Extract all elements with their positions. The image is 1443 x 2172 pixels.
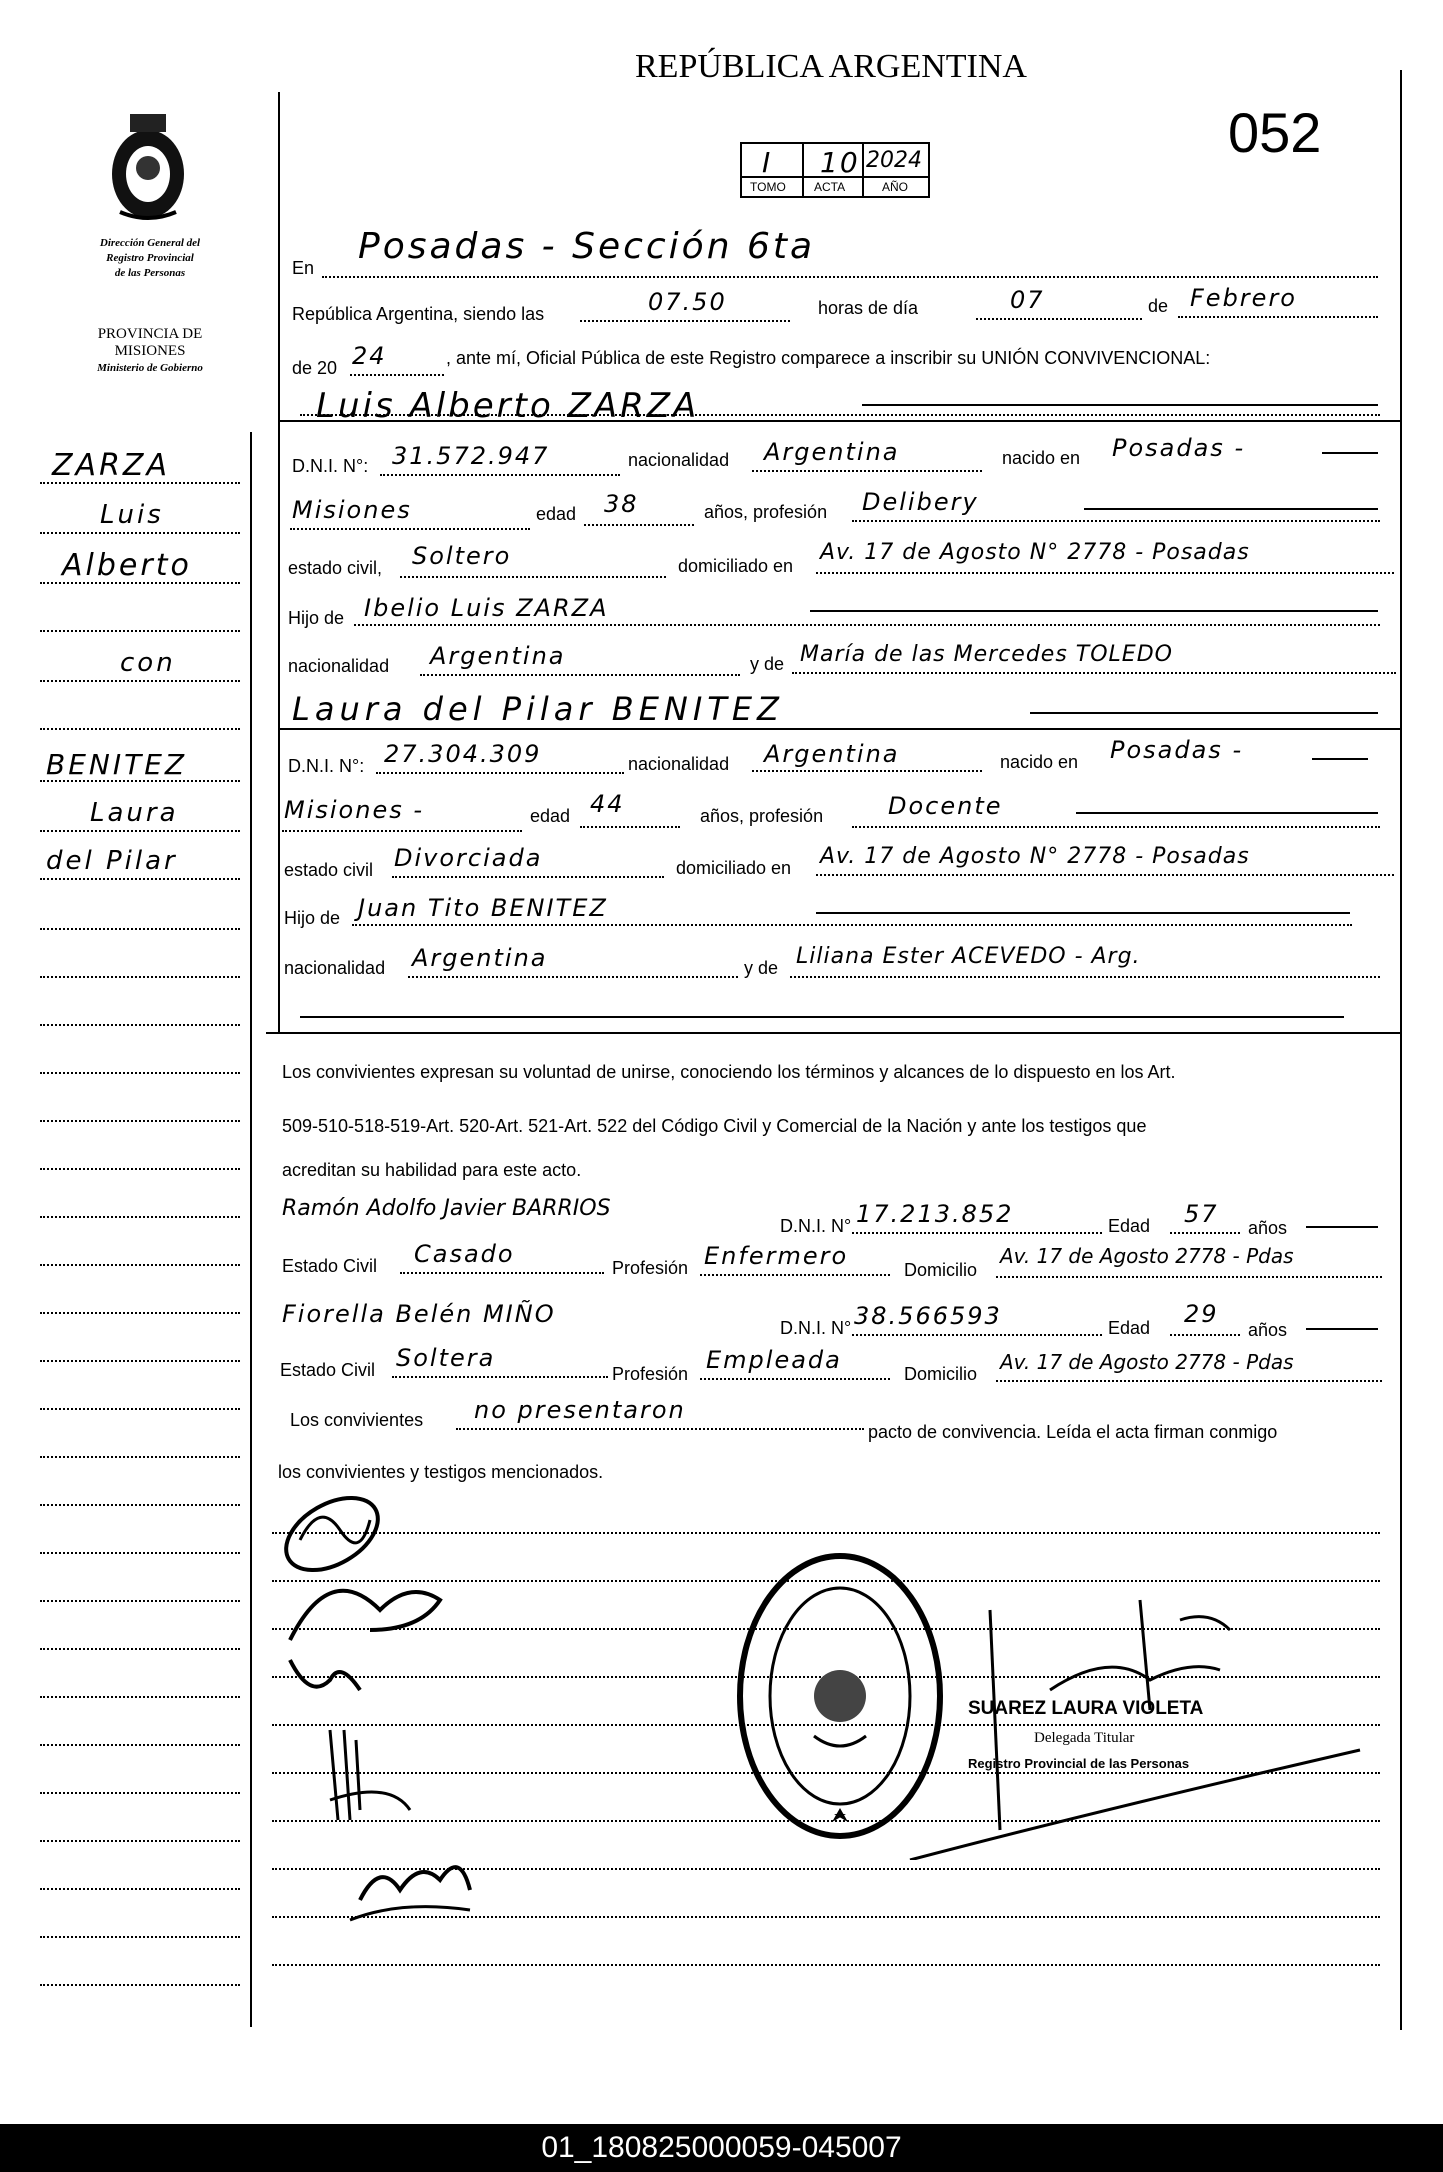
p2-father-nat: Argentina bbox=[412, 944, 548, 972]
margin-line bbox=[40, 1744, 240, 1746]
intro-day: 07 bbox=[1010, 286, 1045, 314]
p2-father-nat-label: nacionalidad bbox=[284, 958, 386, 978]
w2-profesion-label: Profesión bbox=[612, 1364, 689, 1384]
w1-anios-label: años bbox=[1248, 1218, 1288, 1238]
p2-mother: Liliana Ester ACEVEDO - Arg. bbox=[796, 944, 1141, 969]
margin-line bbox=[40, 1072, 240, 1074]
margin-line bbox=[40, 830, 240, 832]
margin-line bbox=[40, 1456, 240, 1458]
coat-of-arms-icon bbox=[100, 112, 196, 224]
officer-name: SUAREZ LAURA VIOLETA bbox=[968, 1698, 1204, 1719]
margin-note-luis: Luis bbox=[100, 500, 164, 530]
w2-dni-line bbox=[852, 1334, 1102, 1336]
p2-prof-line bbox=[1076, 812, 1378, 814]
w1-edad-label: Edad bbox=[1108, 1216, 1151, 1236]
p2-mother-line bbox=[790, 976, 1380, 978]
margin-line bbox=[40, 928, 240, 930]
p2-civil-status: Divorciada bbox=[394, 844, 543, 872]
margin-line bbox=[40, 1168, 240, 1170]
person1-full-name: Luis Alberto ZARZA bbox=[316, 386, 700, 426]
w1-age-line bbox=[1170, 1232, 1240, 1234]
p2-domicilio-label: domiciliado en bbox=[676, 858, 792, 878]
anio-label: AÑO bbox=[882, 180, 909, 194]
margin-line bbox=[40, 1696, 240, 1698]
province-line2: MISIONES bbox=[114, 343, 186, 359]
intro-place: Posadas - Sección 6ta bbox=[358, 226, 816, 267]
acta-value: 10 bbox=[820, 146, 860, 179]
sig-line bbox=[272, 1964, 1380, 1966]
p2-dni: 27.304.309 bbox=[384, 740, 542, 768]
w1-prof-line bbox=[700, 1274, 890, 1276]
w2-dni-label: D.N.I. N° bbox=[780, 1318, 852, 1338]
p1-father-line bbox=[810, 610, 1378, 612]
margin-line bbox=[40, 680, 240, 682]
de-label: de bbox=[1148, 296, 1169, 316]
margin-note-benitez: BENITEZ bbox=[46, 748, 188, 781]
p2-nac-line bbox=[752, 770, 982, 772]
p2-father-dots bbox=[352, 924, 1352, 926]
full-name-line-2 bbox=[1030, 712, 1378, 714]
p1-edad-label: edad bbox=[536, 504, 577, 524]
w1-dni: 17.213.852 bbox=[856, 1200, 1014, 1228]
p1-address-line bbox=[816, 572, 1394, 574]
p1-civil-line bbox=[400, 576, 666, 578]
margin-line bbox=[40, 1600, 240, 1602]
p2-nacionalidad: Argentina bbox=[764, 740, 900, 768]
tomo-label: TOMO bbox=[750, 180, 786, 194]
w2-civil-status: Soltera bbox=[396, 1344, 496, 1372]
w1-age: 57 bbox=[1184, 1200, 1219, 1228]
p2-hijo-label: Hijo de bbox=[284, 908, 341, 928]
margin-line bbox=[40, 976, 240, 978]
form-left-border bbox=[278, 92, 280, 1032]
p1-birthplace: Posadas - bbox=[1112, 434, 1246, 462]
p2-estado-label: estado civil bbox=[284, 860, 374, 880]
w2-prof-line bbox=[700, 1378, 890, 1380]
closing-prefix: Los convivientes bbox=[290, 1410, 424, 1430]
officer-office: Registro Provincial de las Personas bbox=[968, 1756, 1190, 1771]
w2-domicilio-label: Domicilio bbox=[904, 1364, 978, 1384]
p2-birthplace: Posadas - bbox=[1110, 736, 1244, 764]
margin-line bbox=[40, 1888, 240, 1890]
p2-age-line bbox=[580, 826, 680, 828]
margin-line bbox=[40, 1408, 240, 1410]
w1-civil-line bbox=[400, 1272, 604, 1274]
declaration-line1: Los convivientes expresan su voluntad de unirse, conociendo los términos y alcances de lo dispuesto en los Art. bbox=[282, 1062, 1176, 1082]
p1-father-nat-line bbox=[420, 674, 740, 676]
margin-line bbox=[40, 1360, 240, 1362]
en-label: En bbox=[292, 258, 315, 278]
closing-value: no presentaron bbox=[474, 1396, 686, 1424]
left-margin-line bbox=[250, 432, 252, 2027]
intro-month: Febrero bbox=[1190, 284, 1297, 312]
p1-father: Ibelio Luis ZARZA bbox=[364, 594, 609, 622]
margin-line bbox=[40, 1264, 240, 1266]
section-divider-2 bbox=[278, 728, 1400, 730]
p1-bp2-line bbox=[290, 528, 530, 530]
p2-profession: Docente bbox=[888, 792, 1003, 820]
p2-dni-line bbox=[376, 772, 624, 774]
margin-line bbox=[40, 1024, 240, 1026]
p2-bp2-line bbox=[282, 830, 522, 832]
p1-father-dots bbox=[354, 624, 1380, 626]
p2-civil-line bbox=[392, 876, 664, 878]
p1-nacionalidad-label: nacionalidad bbox=[628, 450, 730, 470]
w1-profession: Enfermero bbox=[704, 1242, 849, 1270]
w2-name: Fiorella Belén MIÑO bbox=[282, 1300, 556, 1328]
agency-line3: de las Personas bbox=[114, 267, 186, 279]
margin-line bbox=[40, 1216, 240, 1218]
year-line bbox=[350, 374, 444, 376]
margin-line bbox=[40, 482, 240, 484]
section-divider-3 bbox=[266, 1032, 1400, 1034]
w2-address: Av. 17 de Agosto 2778 - Pdas bbox=[1000, 1350, 1294, 1374]
w1-domicilio-label: Domicilio bbox=[904, 1260, 978, 1280]
full-name-line-1 bbox=[862, 404, 1378, 406]
w1-anios-line bbox=[1306, 1226, 1378, 1228]
margin-line bbox=[40, 728, 240, 730]
p2-y-de-label: y de bbox=[744, 958, 779, 978]
p1-prof-dots bbox=[852, 520, 1380, 522]
p1-dni: 31.572.947 bbox=[392, 442, 550, 470]
p1-father-nat-label: nacionalidad bbox=[288, 656, 390, 676]
p1-birthplace-line bbox=[1322, 452, 1378, 454]
p1-y-de-label: y de bbox=[750, 654, 785, 674]
margin-line bbox=[40, 1792, 240, 1794]
margin-line bbox=[40, 582, 240, 584]
margin-line bbox=[40, 1120, 240, 1122]
w1-address-line bbox=[996, 1276, 1382, 1278]
margin-line bbox=[40, 1552, 240, 1554]
agency-line1: Dirección General del bbox=[99, 237, 201, 249]
p1-domicilio-label: domiciliado en bbox=[678, 556, 794, 576]
p2-prof-dots bbox=[852, 826, 1380, 828]
hour-line bbox=[580, 320, 790, 322]
p2-father-line bbox=[816, 912, 1350, 914]
margin-note-del-pilar: del Pilar bbox=[46, 846, 178, 876]
p1-age-line bbox=[584, 524, 694, 526]
p2-age: 44 bbox=[590, 790, 625, 818]
p2-address: Av. 17 de Agosto N° 2778 - Posadas bbox=[820, 844, 1250, 869]
province-line1: PROVINCIA DE bbox=[97, 326, 203, 342]
p1-dni-label: D.N.I. N°: bbox=[292, 456, 369, 476]
tomo-acta-box bbox=[740, 142, 930, 198]
p1-prof-line bbox=[1084, 508, 1378, 510]
p1-anios-label: años, profesión bbox=[704, 502, 828, 522]
margin-note-laura: Laura bbox=[90, 798, 179, 828]
p2-father: Juan Tito BENITEZ bbox=[358, 894, 608, 922]
p2-extra-line bbox=[300, 1016, 1344, 1018]
p2-birthplace-line bbox=[1312, 758, 1368, 760]
margin-line bbox=[40, 1312, 240, 1314]
margin-line bbox=[40, 532, 240, 534]
tomo-value: I bbox=[762, 146, 773, 179]
w2-anios-label: años bbox=[1248, 1320, 1288, 1340]
intro-hour: 07.50 bbox=[648, 288, 727, 316]
acta-label: ACTA bbox=[814, 180, 846, 194]
person2-full-name: Laura del Pilar BENITEZ bbox=[292, 690, 784, 728]
p1-address: Av. 17 de Agosto N° 2778 - Posadas bbox=[820, 540, 1250, 565]
page-title: REPÚBLICA ARGENTINA bbox=[635, 48, 1027, 85]
p1-mother-line bbox=[792, 672, 1396, 674]
w1-estado-label: Estado Civil bbox=[282, 1256, 378, 1276]
w2-age-line bbox=[1170, 1334, 1240, 1336]
p2-nacido-label: nacido en bbox=[1000, 752, 1079, 772]
margin-line bbox=[40, 878, 240, 880]
w1-name: Ramón Adolfo Javier BARRIOS bbox=[282, 1196, 611, 1221]
margin-line bbox=[40, 1984, 240, 1986]
closing-line2: los convivientes y testigos mencionados. bbox=[278, 1462, 604, 1482]
horas-label: horas de día bbox=[818, 298, 919, 318]
w1-dni-line bbox=[852, 1232, 1102, 1234]
republica-text: República Argentina, siendo las bbox=[292, 304, 545, 324]
intro-statement: , ante mí, Oficial Pública de este Registro comparece a inscribir su UNIÓN CONVIVENCIONAL: bbox=[446, 348, 1211, 368]
p1-nac-line bbox=[752, 470, 982, 472]
p1-age: 38 bbox=[604, 490, 639, 518]
acta-number: 052 bbox=[1228, 101, 1322, 164]
p1-nacionalidad: Argentina bbox=[764, 438, 900, 466]
w2-estado-label: Estado Civil bbox=[280, 1360, 376, 1380]
w2-edad-label: Edad bbox=[1108, 1318, 1151, 1338]
year-prefix: de 20 bbox=[292, 358, 338, 378]
province-block bbox=[60, 326, 240, 377]
p2-address-line bbox=[816, 874, 1394, 876]
closing-suffix: pacto de convivencia. Leída el acta firman conmigo bbox=[868, 1422, 1278, 1442]
month-line bbox=[1178, 316, 1378, 318]
ministry-line: Ministerio de Gobierno bbox=[97, 362, 203, 374]
footer-code: 01_180825000059-045007 bbox=[541, 2131, 902, 2164]
declaration-line2: 509-510-518-519-Art. 520-Art. 521-Art. 522 del Código Civil y Comercial de la Nación y ante los testigos que bbox=[282, 1116, 1147, 1136]
w2-profession: Empleada bbox=[706, 1346, 842, 1374]
w2-age: 29 bbox=[1184, 1300, 1219, 1328]
margin-note-alberto: Alberto bbox=[62, 548, 192, 583]
p2-anios-label: años, profesión bbox=[700, 806, 824, 826]
w2-civil-line bbox=[392, 1376, 608, 1378]
p2-nacionalidad-label: nacionalidad bbox=[628, 754, 730, 774]
closing-value-line bbox=[456, 1428, 864, 1430]
place-line bbox=[322, 276, 1378, 278]
margin-line bbox=[40, 630, 240, 632]
p1-profession: Delibery bbox=[862, 488, 979, 516]
p1-civil-status: Soltero bbox=[412, 542, 512, 570]
margin-line bbox=[40, 1648, 240, 1650]
w1-civil-status: Casado bbox=[414, 1240, 515, 1268]
p2-father-nat-line bbox=[408, 976, 738, 978]
margin-line bbox=[40, 780, 240, 782]
footer-bar bbox=[0, 2124, 1443, 2172]
p1-nacido-label: nacido en bbox=[1002, 448, 1081, 468]
form-right-border bbox=[1400, 70, 1402, 2030]
day-line bbox=[976, 318, 1142, 320]
margin-line bbox=[40, 1936, 240, 1938]
w1-dni-label: D.N.I. N° bbox=[780, 1216, 852, 1236]
p1-birthplace2: Misiones bbox=[292, 496, 412, 524]
p1-mother: María de las Mercedes TOLEDO bbox=[800, 642, 1173, 667]
p2-edad-label: edad bbox=[530, 806, 571, 826]
agency-block bbox=[60, 236, 240, 281]
p1-estado-label: estado civil, bbox=[288, 558, 383, 578]
p1-dni-line bbox=[380, 474, 620, 476]
w2-dni: 38.566593 bbox=[854, 1302, 1002, 1330]
intro-year: 24 bbox=[352, 342, 387, 370]
anio-value: 2024 bbox=[866, 148, 922, 173]
signatures-icon bbox=[270, 1480, 530, 1940]
margin-note-con: con bbox=[120, 648, 176, 678]
w1-address: Av. 17 de Agosto 2778 - Pdas bbox=[1000, 1244, 1294, 1268]
officer-title: Delegada Titular bbox=[1034, 1730, 1135, 1746]
box-label-row bbox=[742, 176, 928, 198]
full-name-dots-1 bbox=[300, 414, 1380, 416]
agency-line2: Registro Provincial bbox=[106, 252, 194, 264]
w2-anios-line bbox=[1306, 1328, 1378, 1330]
margin-line bbox=[40, 1840, 240, 1842]
p1-hijo-label: Hijo de bbox=[288, 608, 345, 628]
p1-father-nat: Argentina bbox=[430, 642, 566, 670]
p2-birthplace2: Misiones - bbox=[284, 796, 424, 824]
w2-address-line bbox=[996, 1380, 1382, 1382]
margin-note-zarza: ZARZA bbox=[52, 448, 170, 483]
declaration-line3: acreditan su habilidad para este acto. bbox=[282, 1160, 582, 1180]
w1-profesion-label: Profesión bbox=[612, 1258, 689, 1278]
margin-line bbox=[40, 1504, 240, 1506]
officer-signature-icon bbox=[900, 1590, 1380, 1860]
p2-dni-label: D.N.I. N°: bbox=[288, 756, 365, 776]
